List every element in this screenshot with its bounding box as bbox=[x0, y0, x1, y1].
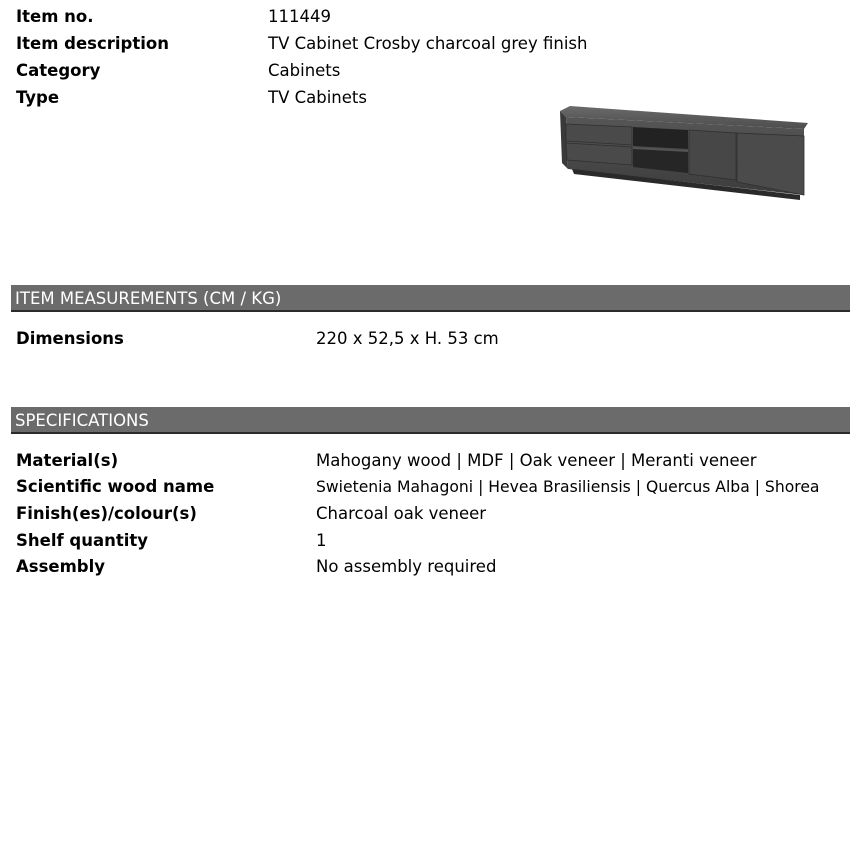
dimensions-value: 220 x 52,5 x H. 53 cm bbox=[316, 329, 499, 348]
measurements-header: ITEM MEASUREMENTS (CM / KG) bbox=[11, 285, 850, 312]
scientific-wood-name-label: Scientific wood name bbox=[16, 477, 215, 496]
item-no-label: Item no. bbox=[16, 7, 94, 26]
scientific-wood-name-value: Swietenia Mahagoni | Hevea Brasiliensis | Quercus Alba | Shorea bbox=[316, 478, 820, 496]
type-value: TV Cabinets bbox=[268, 88, 367, 107]
item-no-value: 111449 bbox=[268, 7, 331, 26]
materials-label: Material(s) bbox=[16, 451, 119, 470]
tv-cabinet-image bbox=[556, 103, 812, 203]
dimensions-label: Dimensions bbox=[16, 329, 124, 348]
finish-label: Finish(es)/colour(s) bbox=[16, 504, 197, 523]
item-description-label: Item description bbox=[16, 34, 169, 53]
shelf-quantity-label: Shelf quantity bbox=[16, 531, 149, 550]
shelf-quantity-value: 1 bbox=[316, 531, 327, 550]
category-value: Cabinets bbox=[268, 61, 341, 80]
category-label: Category bbox=[16, 61, 101, 80]
assembly-label: Assembly bbox=[16, 557, 106, 576]
specifications-header: SPECIFICATIONS bbox=[11, 407, 850, 434]
type-label: Type bbox=[16, 88, 60, 107]
assembly-value: No assembly required bbox=[316, 557, 497, 576]
materials-value: Mahogany wood | MDF | Oak veneer | Meranti veneer bbox=[316, 451, 757, 470]
item-description-value: TV Cabinet Crosby charcoal grey finish bbox=[268, 34, 588, 53]
finish-value: Charcoal oak veneer bbox=[316, 504, 487, 523]
